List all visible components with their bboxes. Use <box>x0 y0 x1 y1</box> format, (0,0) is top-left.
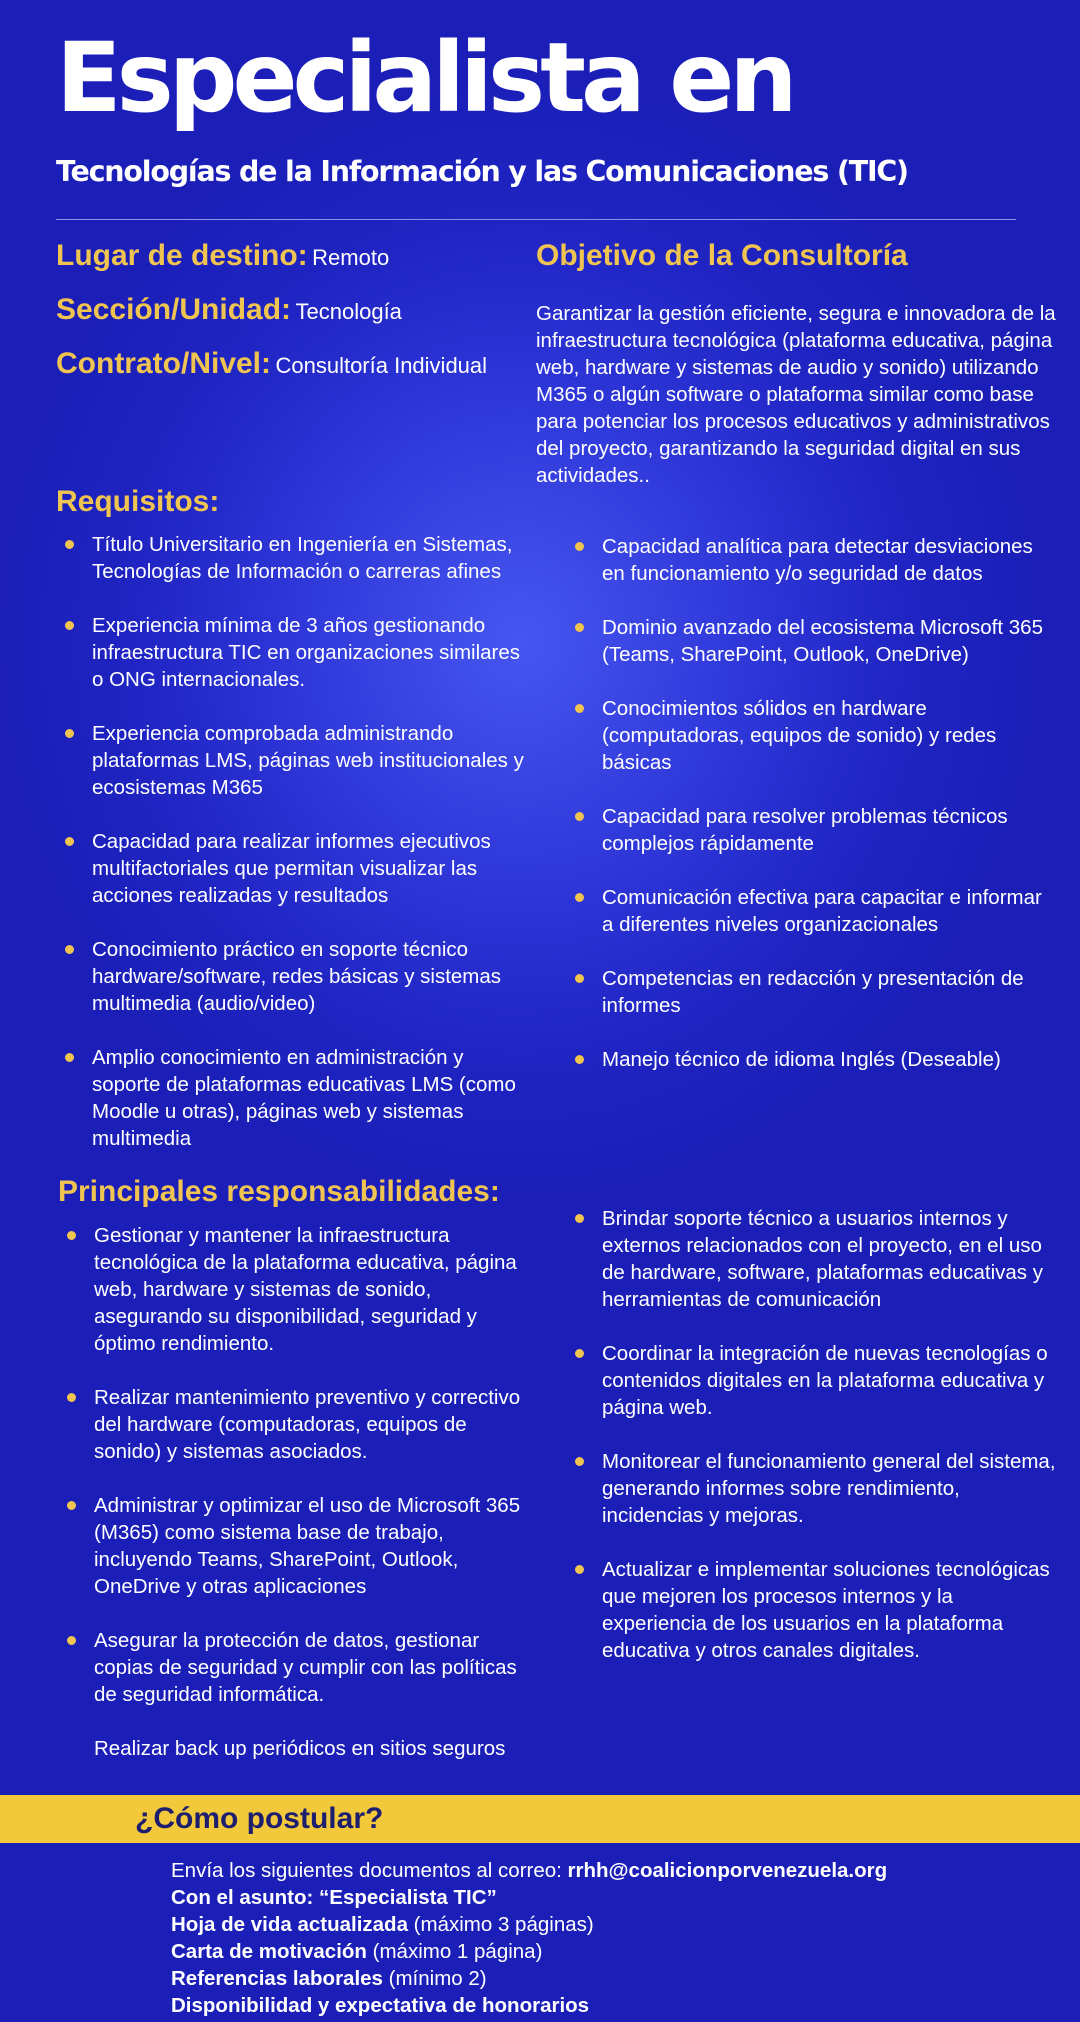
list-item: Comunicación efectiva para capacitar e informar a diferentes niveles organizacionales <box>566 884 1046 938</box>
section-value: Tecnología <box>295 299 402 324</box>
bullet-icon <box>67 1231 76 1240</box>
bullet-icon <box>575 1055 584 1064</box>
list-item: Coordinar la integración de nuevas tecnologías o contenidos digitales en la plataforma educativa y página web. <box>566 1340 1056 1421</box>
list-item: Dominio avanzado del ecosistema Microsoft 365 (Teams, SharePoint, Outlook, OneDrive) <box>566 614 1046 668</box>
list-item: Manejo técnico de idioma Inglés (Deseable) <box>566 1046 1046 1073</box>
location-label: Lugar de destino: <box>56 239 308 272</box>
apply-instructions <box>171 1857 887 2019</box>
bullet-icon <box>575 812 584 821</box>
bullet-icon <box>67 1393 76 1402</box>
responsibilities-left-list <box>58 1222 538 1762</box>
contract-row <box>56 344 487 389</box>
page-subtitle: Tecnologías de la Información y las Comunicaciones (TIC) <box>56 155 908 188</box>
contract-value: Consultoría Individual <box>275 353 488 378</box>
section-label: Sección/Unidad: <box>56 293 292 326</box>
bullet-icon <box>575 893 584 902</box>
list-item: Capacidad analítica para detectar desviaciones en funcionamiento y/o seguridad de datos <box>566 533 1046 587</box>
bullet-icon <box>575 1457 584 1466</box>
header-divider <box>56 219 1016 220</box>
apply-availability-line: Disponibilidad y expectativa de honorarios <box>171 1994 590 2017</box>
requirements-heading: Requisitos: <box>56 485 220 518</box>
bullet-icon <box>65 1053 74 1062</box>
bullet-icon <box>575 623 584 632</box>
list-item: Experiencia mínima de 3 años gestionando infraestructura TIC en organizaciones similares o ONG internacionales. <box>56 612 536 693</box>
requirements-left-list <box>56 531 536 1152</box>
list-item: Administrar y optimizar el uso de Microsoft 365 (M365) como sistema base de trabajo, incluyendo Teams, SharePoint, Outlook, OneDrive y otras aplicaciones <box>58 1492 538 1600</box>
bullet-icon <box>575 704 584 713</box>
bullet-icon <box>575 974 584 983</box>
apply-refs-line: Referencias laborales (mínimo 2) <box>171 1967 487 1990</box>
list-item: Capacidad para realizar informes ejecutivos multifactoriales que permitan visualizar las acciones realizadas y resultados <box>56 828 536 909</box>
location-value: Remoto <box>312 245 390 270</box>
list-item: Conocimientos sólidos en hardware (computadoras, equipos de sonido) y redes básicas <box>566 695 1046 776</box>
list-item: Capacidad para resolver problemas técnicos complejos rápidamente <box>566 803 1046 857</box>
bullet-icon <box>65 540 74 549</box>
list-item: Asegurar la protección de datos, gestionar copias de seguridad y cumplir con las políticas de seguridad informática. <box>58 1627 538 1708</box>
list-item: Amplio conocimiento en administración y soporte de plataformas educativas LMS (como Moodle u otras), páginas web y sistemas multimedia <box>56 1044 536 1152</box>
bullet-icon <box>65 621 74 630</box>
location-row <box>56 236 389 281</box>
bullet-icon <box>67 1501 76 1510</box>
list-item: Realizar mantenimiento preventivo y correctivo del hardware (computadoras, equipos de sonido) y sistemas asociados. <box>58 1384 538 1465</box>
list-item: Actualizar e implementar soluciones tecnológicas que mejoren los procesos internos y la experiencia de los usuarios en la plataforma educativa y otros canales digitales. <box>566 1556 1056 1664</box>
bullet-icon <box>65 729 74 738</box>
apply-letter-line: Carta de motivación (máximo 1 página) <box>171 1940 543 1963</box>
list-item: Brindar soporte técnico a usuarios internos y externos relacionados con el proyecto, en el uso de hardware, software, plataformas educativas y herramientas de comunicación <box>566 1205 1056 1313</box>
requirements-right-list <box>566 533 1046 1073</box>
list-item: Monitorear el funcionamiento general del sistema, generando informes sobre rendimiento, incidencias y mejoras. <box>566 1448 1056 1529</box>
page-title: Especialista en <box>56 22 793 134</box>
objective-heading: Objetivo de la Consultoría <box>536 239 908 272</box>
list-item: Competencias en redacción y presentación de informes <box>566 965 1046 1019</box>
bullet-icon <box>575 1349 584 1358</box>
responsibilities-heading: Principales responsabilidades: <box>58 1175 500 1208</box>
apply-intro-line: Envía los siguientes documentos al correo: rrhh@coalicionporvenezuela.org <box>171 1859 888 1882</box>
list-item: Conocimiento práctico en soporte técnico hardware/software, redes básicas y sistemas multimedia (audio/video) <box>56 936 536 1017</box>
bullet-icon <box>65 945 74 954</box>
responsibilities-right-list <box>566 1205 1056 1664</box>
list-item: Realizar back up periódicos en sitios seguros <box>94 1737 506 1760</box>
list-item: Gestionar y mantener la infraestructura tecnológica de la plataforma educativa, página web, hardware y sistemas de sonido, asegurando su disponibilidad, seguridad y óptimo rendimiento. <box>58 1222 538 1357</box>
bullet-icon <box>575 542 584 551</box>
apply-cv-line: Hoja de vida actualizada (máximo 3 páginas) <box>171 1913 594 1936</box>
list-item: Experiencia comprobada administrando plataformas LMS, páginas web institucionales y ecosistemas M365 <box>56 720 536 801</box>
contract-label: Contrato/Nivel: <box>56 347 272 380</box>
bullet-icon <box>575 1214 584 1223</box>
objective-text: Garantizar la gestión eficiente, segura e innovadora de la infraestructura tecnológica (plataforma educativa, página web, hardware y sistemas de audio y sonido) utilizando M365 o algún software o plataforma similar como base para potenciar los procesos educativos y administrativos del proyecto, garantizando la seguridad digital en sus actividades.. <box>536 302 1056 487</box>
section-row <box>56 290 402 335</box>
bullet-icon <box>575 1565 584 1574</box>
list-item: Título Universitario en Ingeniería en Sistemas, Tecnologías de Información o carreras afines <box>56 531 536 585</box>
apply-email[interactable]: rrhh@coalicionporvenezuela.org <box>567 1859 888 1882</box>
apply-heading: ¿Cómo postular? <box>135 1802 384 1835</box>
bullet-icon <box>67 1636 76 1645</box>
bullet-icon <box>65 837 74 846</box>
apply-subject-line: Con el asunto: “Especialista TIC” <box>171 1886 497 1909</box>
